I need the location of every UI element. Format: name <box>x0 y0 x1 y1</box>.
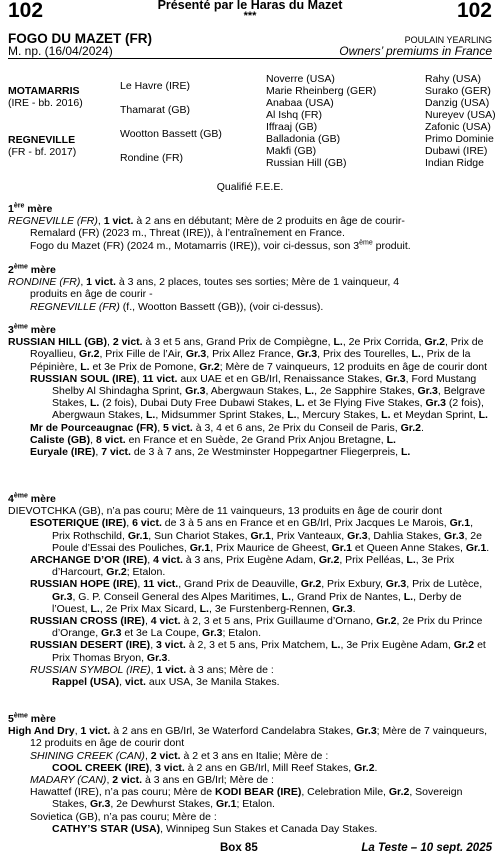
gen3-item: Al Ishq (FR) <box>266 109 323 121</box>
produce-entry: Rappel (USA), vict. aux USA, 3e Manila Stakes. <box>52 676 280 689</box>
produce-line: produits en âge de courir - <box>30 288 153 301</box>
section-title: 1ère mère <box>8 202 53 215</box>
produce-entry: CATHY’S STAR (USA), Winnipeg Sun Stakes et Canada Day Stakes. <box>52 822 378 835</box>
gen4-item: Zafonic (USA) <box>425 121 491 133</box>
stars: *** <box>243 10 257 22</box>
gen3-item: Iffraaj (GB) <box>266 121 318 133</box>
gen4-item: Danzig (USA) <box>425 97 490 109</box>
category: POULAIN YEARLING <box>404 35 492 45</box>
produce-entry: RUSSIAN HOPE (IRE), 11 vict., Grand Prix de Deauville, Gr.2, Prix Exbury, Gr.3, Prix de Lutèce, Gr.3, G. P. Conseil General des Alpes Maritimes, L., Grand Prix de Nantes, L., Derby de l’Ouest, L., 2e Prix Max Sicard, L., 3e Furstenberg-Rennen, Gr.3. <box>30 578 483 615</box>
produce-entry: SHINING CREEK (CAN), 2 vict. à 2 et 3 ans en Italie; Mère de : <box>30 749 329 762</box>
gen3-item: Anabaa (USA) <box>266 97 334 109</box>
section-title: 3ème mère <box>8 323 56 336</box>
third-dam-section <box>8 324 492 458</box>
dam-name: REGNEVILLE (FR) <box>8 215 98 228</box>
gen2-item: Thamarat (GB) <box>120 104 191 116</box>
produce-entry: ARCHANGE D’OR (IRE), 4 vict. à 3 ans, Prix Eugène Adam, Gr.2, Prix Pelléas, L., 3e Prix d’Harcourt, Gr.2; Etalon. <box>30 554 455 579</box>
produce-entry: ESOTERIQUE (IRE), 6 vict. de 3 à 5 ans en France et en GB/Irl, Prix Jacques Le Marois, Gr.1, Prix Rothschild, Gr.1, Sun Chariot Stakes, Gr.1, Prix Vanteaux, Gr.3, Dahlia Stakes, Gr.3, 2e Poule d’Essai des Pouliches, Gr.1, Prix Maurice de Gheest, Gr.1 et Queen Anne Stakes, Gr.1. <box>30 517 490 554</box>
gen3-item: Makfi (GB) <box>266 145 317 157</box>
birth-info: M. np. (16/04/2024) <box>8 44 113 58</box>
gen4-item: Rahy (USA) <box>425 73 482 85</box>
produce-entry: Hawattef (IRE), n’a pas couru; Mère de KODI BEAR (IRE), Celebration Mile, Gr.2, Sovereign Stakes, Gr.3, 2e Dewhurst Stakes, Gr.1; Etalon. <box>30 786 463 811</box>
second-dam-section: 2ème mère RONDINE (FR), 1 vict. à 3 ans, 2 places, toutes ses sorties; Mère de 1 vainqueur, 4 produits en âge de courir - REGNEVILLE (FR) (f., Wootton Bassett (GB)), (voir ci-dessus). <box>8 264 492 313</box>
sire-info: (IRE - bb. 2016) <box>8 97 83 109</box>
dam-entry: RUSSIAN HILL (GB), 2 vict. à 3 et 5 ans, Grand Prix de Compiègne, L., 2e Prix Corrida, Gr.2, Prix de Royallieu, Gr.2, Prix Fille de l’Air, Gr.3, Prix Allez France, Gr.3, Prix des Tourelles, L., Prix de la Pépinière, L. et 3e Prix de Pomone, Gr.2; Mère de 7 vainqueurs, 12 produits en âge de courir dont <box>8 336 488 373</box>
produce-entry: RUSSIAN SOUL (IRE), 11 vict. aux UAE et en GB/Irl, Renaissance Stakes, Gr.3, Ford Mustang Shelby Al Shindagha Sprint, Gr.3, Abergwaun Stakes, L., 2e Sapphire Stakes, Gr.3, Belgrave Stakes, L. (2 fois), Dubai Duty Free Dubawi Stakes, L. et 3e Flying Five Stakes, Gr.3 (2 fois), Abergwaun Stakes, L., Midsummer Sprint Stakes, L., Mercury Stakes, L. et Meydan Sprint, L. <box>30 372 488 422</box>
lot-number-left: 102 <box>8 0 44 22</box>
dam-entry: DIEVOTCHKA (GB), n’a pas couru; Mère de 11 vainqueurs, 13 produits en âge de courir dont <box>8 505 443 518</box>
produce-entry: MADARY (CAN), 2 vict. à 3 ans en GB/Irl; Mère de : <box>30 774 274 787</box>
gen2-item: Le Havre (IRE) <box>120 80 191 92</box>
section-title: 5ème mère <box>8 712 56 725</box>
produce-entry: RUSSIAN CROSS (IRE), 4 vict. à 2, 3 et 5 ans, Prix Guillaume d’Ornano, Gr.2, 2e Prix du Prince d’Orange, Gr.3 et 3e La Coupe, Gr.3; Etalon. <box>30 615 483 640</box>
gen3-item: Balladonia (GB) <box>266 133 341 145</box>
owners-premium: Owners’ premiums in France <box>339 44 492 58</box>
produce-line: REGNEVILLE (FR) (f., Wootton Bassett (GB)), (voir ci-dessus). <box>30 300 324 313</box>
produce-entry: RUSSIAN SYMBOL (IRE), 1 vict. à 3 ans; Mère de : <box>30 663 274 676</box>
gen4-item: Dubawi (IRE) <box>425 145 488 157</box>
fifth-dam-section <box>8 713 492 835</box>
qualifie-fee: Qualifié F.E.E. <box>216 181 284 193</box>
gen4-item: Indian Ridge <box>425 157 484 169</box>
produce-entry: RUSSIAN DESERT (IRE), 3 vict. à 2, 3 et 5 ans, Prix Matchem, L., 3e Prix Eugène Adam, Gr.2 et Prix Thomas Bryon, Gr.3. <box>30 639 486 664</box>
gen4-item: Nureyev (USA) <box>425 109 496 121</box>
dam-name: RONDINE (FR) <box>8 276 81 289</box>
dam-info: (FR - bf. 2017) <box>8 146 77 158</box>
produce-entry: Mr de Pourceaugnac (FR), 5 vict. à 3, 4 et 6 ans, 2e Prix du Conseil de Paris, Gr.2. <box>30 421 424 434</box>
gen4-item: Primo Dominie <box>425 133 494 145</box>
sale-info: La Teste – 10 sept. 2025 <box>361 842 492 854</box>
produce-line: Remalard (FR) (2023 m., Threat (IRE)), à l’entraînement en France. <box>30 227 345 240</box>
section-title: 2ème mère <box>8 263 56 276</box>
lot-number-right: 102 <box>456 0 492 22</box>
dam-entry: High And Dry, 1 vict. à 2 ans en GB/Irl, 3e Waterford Candelabra Stakes, Gr.3; Mère de 7 vainqueurs, 12 produits en âge de courir dont <box>8 725 487 750</box>
gen4-item: Surako (GER) <box>425 85 491 97</box>
box-number: Box 85 <box>220 842 258 854</box>
gen3-item: Russian Hill (GB) <box>266 157 347 169</box>
fourth-dam-section <box>8 493 492 688</box>
horse-name: FOGO DU MAZET (FR) <box>8 31 152 46</box>
gen2-item: Wootton Bassett (GB) <box>120 128 222 140</box>
presented-by: Présenté par le Haras du Mazet <box>157 0 343 12</box>
produce-entry: Euryale (IRE), 7 vict. de 3 à 7 ans, 2e Westminster Hoppegartner Fliegerpreis, L. <box>30 446 411 459</box>
first-dam-section: 1ère mère REGNEVILLE (FR), 1 vict. à 2 ans en débutant; Mère de 2 produits en âge de courir- Remalard (FR) (2023 m., Threat (IRE)), à l’entraînement en France. Fogo du Mazet (FR) (2024 m., Motamarris (IRE)), voir ci-dessus, son 3ème produit. <box>8 203 492 252</box>
produce-entry: Sovietica (GB), n’a pas couru; Mère de : <box>30 810 217 823</box>
sire-name: MOTAMARRIS <box>8 85 80 97</box>
gen2-item: Rondine (FR) <box>120 152 184 164</box>
produce-entry: Caliste (GB), 8 vict. en France et en Suède, 2e Grand Prix Anjou Bretagne, L. <box>30 433 396 446</box>
section-title: 4ème mère <box>8 492 56 505</box>
gen3-item: Marie Rheinberg (GER) <box>266 85 377 97</box>
header-divider <box>8 58 492 59</box>
produce-entry: COOL CREEK (IRE), 3 vict. à 2 ans en GB/Irl, Mill Reef Stakes, Gr.2. <box>52 761 378 774</box>
dam-name: REGNEVILLE <box>8 134 76 146</box>
produce-line: Fogo du Mazet (FR) (2024 m., Motamarris (IRE)), voir ci-dessus, son 3ème produit. <box>30 239 411 252</box>
gen3-item: Noverre (USA) <box>266 73 335 85</box>
